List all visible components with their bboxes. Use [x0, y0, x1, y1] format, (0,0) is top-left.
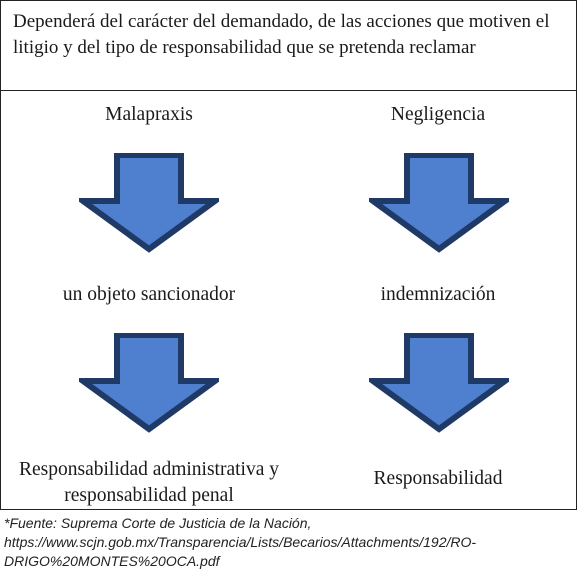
down-arrow-icon: [79, 333, 219, 433]
label-responsabilidad: Responsabilidad: [373, 468, 503, 489]
label-line-2: responsabilidad penal: [64, 485, 234, 506]
source-line-1: *Fuente: Suprema Corte de Justicia de la Nación,: [4, 515, 312, 531]
label-responsabilidad-administrativa-penal: [3, 457, 295, 509]
source-line-2: https://www.scjn.gob.mx/Transparencia/Lists/Becarios/Attachments/192/RO-: [4, 534, 477, 550]
header-text: Dependerá del carácter del demandado, de las acciones que motiven el litigio y del tipo de responsabilidad que se pretenda reclamar: [13, 11, 550, 58]
down-arrow-icon: [369, 333, 509, 433]
down-arrow-icon: [79, 153, 219, 253]
label-malapraxis: Malapraxis: [105, 104, 193, 125]
header-box: [1, 1, 576, 91]
label-line-1: Responsabilidad administrativa y: [19, 459, 279, 480]
label-objeto-sancionador: un objeto sancionador: [62, 284, 236, 305]
label-indemnizacion: indemnización: [380, 284, 496, 305]
down-arrow-icon: [369, 153, 509, 253]
source-line-3: DRIGO%20MONTES%20OCA.pdf: [4, 553, 220, 569]
source-citation: [4, 514, 574, 571]
label-negligencia: Negligencia: [390, 104, 486, 125]
